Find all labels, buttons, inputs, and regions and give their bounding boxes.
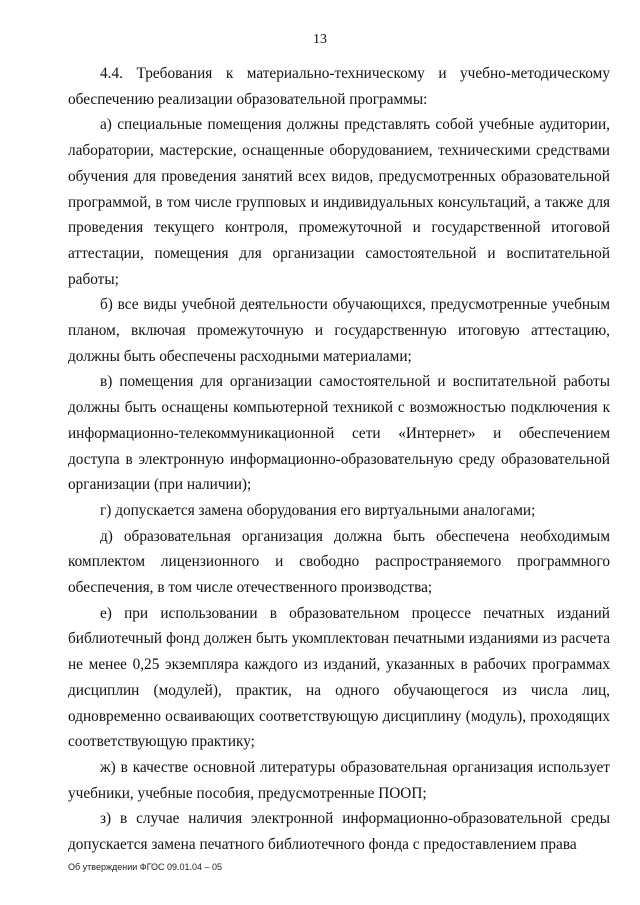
paragraph-4-4-heading: 4.4. Требования к материально-техническому и учебно-методическому обеспечению реализации образовательной программы:	[68, 65, 610, 108]
footer-note: Об утверждении ФГОС 09.01.04 – 05	[68, 862, 223, 872]
paragraph-z: з) в случае наличия электронной информационно-образовательной среды допускается замена печатного библиотечного фонда с предоставлением права	[68, 810, 610, 854]
paragraph-v: в) помещения для организации самостоятельной и воспитательной работы должны быть оснащены компьютерной техникой с возможностью подключения к информационно-телекоммуникационной сети «Интернет» и обеспечением доступа в электронную информационно-образовательную среду образовательной организации (при наличии);	[68, 373, 610, 494]
paragraph-g: г) допускается замена оборудования его виртуальными аналогами;	[100, 501, 536, 519]
paragraph-zh: ж) в качестве основной литературы образовательная организация использует учебники, учебные пособия, предусмотренные ПООП;	[68, 758, 610, 802]
paragraph-b: б) все виды учебной деятельности обучающихся, предусмотренные учебным планом, включая промежуточную и государственную итоговую аттестацию, должны быть обеспечены расходными материалами;	[68, 296, 610, 365]
paragraph-d: д) образовательная организация должна быть обеспечена необходимым комплектом лицензионного и свободно распространяемого программного обеспечения, в том числе отечественного производства;	[68, 527, 610, 597]
page-number: 13	[313, 32, 327, 47]
paragraph-a: а) специальные помещения должны представлять собой учебные аудитории, лаборатории, мастерские, оснащенные оборудованием, техническими средствами обучения для проведения занятий всех видов, предусмотренных образовательной программой, в том числе групповых и индивидуальных консультаций, а также для проведения текущего контроля, промежуточной и государственной итоговой аттестации, помещения для организации самостоятельной и воспитательной работы;	[68, 116, 610, 288]
document-body	[68, 61, 610, 858]
paragraph-e: е) при использовании в образовательном процессе печатных изданий библиотечный фонд должен быть укомплектован печатными изданиями из расчета не менее 0,25 экземпляра каждого из изданий, указанных в рабочих программах дисциплин (модулей), практик, на одного обучающегося из числа лиц, одновременно осваивающих соответствующую дисциплину (модуль), проходящих соответствующую практику;	[68, 604, 610, 751]
